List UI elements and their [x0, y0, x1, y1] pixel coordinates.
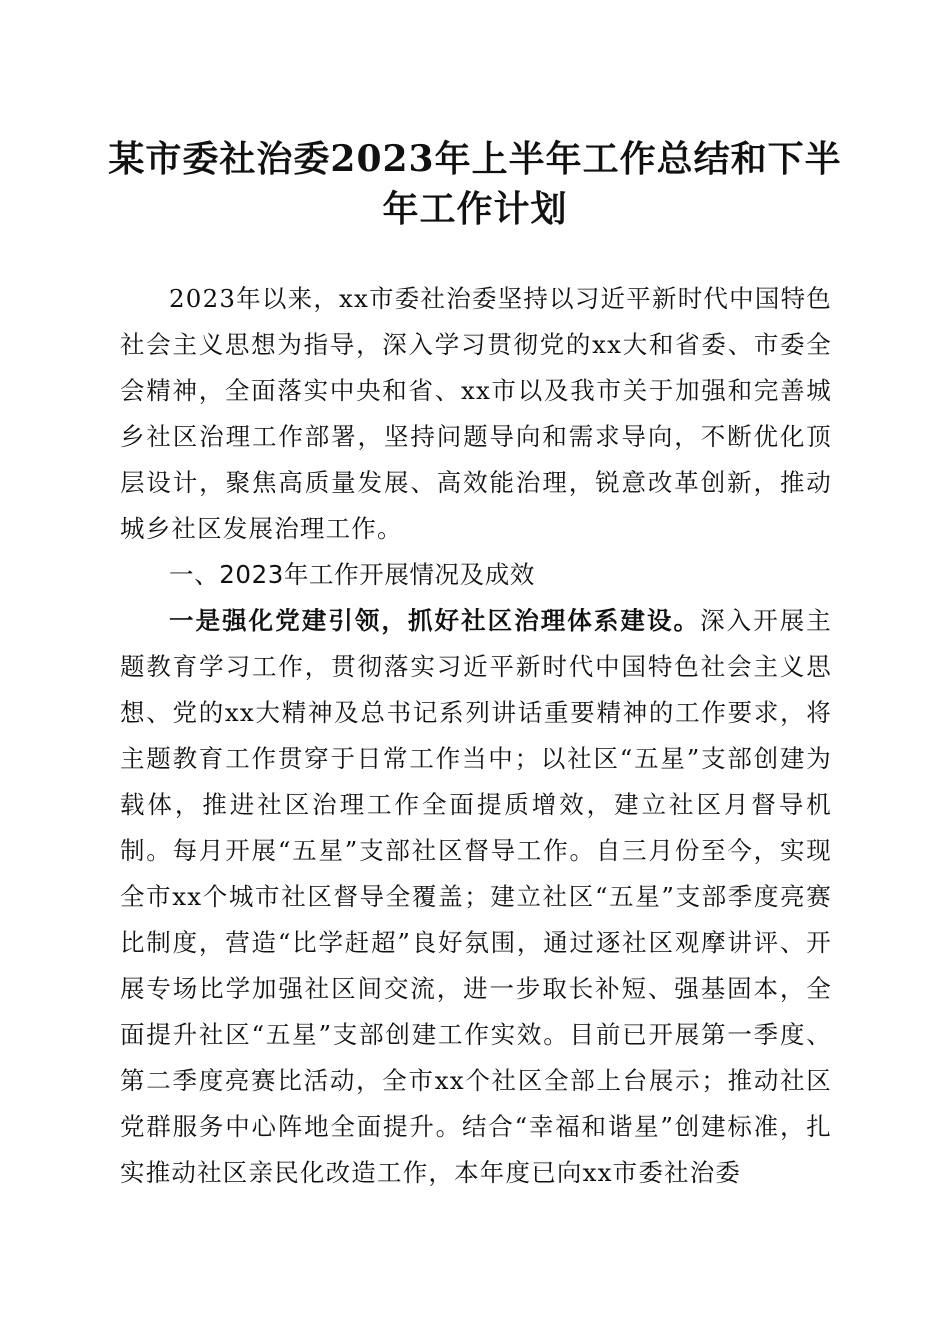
paragraph-1-body: 深入开展主题教育学习工作，贯彻落实习近平新时代中国特色社会主义思想、党的xx大精神及总书记系列讲话重要精神的工作要求，将主题教育工作贯穿于日常工作当中；以社区“五星”支部创建为载体，推进社区治理工作全面提质增效，建立社区月督导机制。每月开展“五星”支部社区督导工作。自三月份至今，实现全市xx个城市社区督导全覆盖；建立社区“五星”支部季度亮赛比制度，营造“比学赶超”良好氛围，通过逐社区观摩讲评、开展专场比学加强社区间交流，进一步取长补短、强基固本，全面提升社区“五星”支部创建工作实效。目前已开展第一季度、第二季度亮赛比活动，全市xx个社区全部上台展示；推动社区党群服务中心阵地全面提升。结合“幸福和谐星”创建标准，扎实推动社区亲民化改造工作，本年度已向xx市委社治委 — [120, 606, 833, 1187]
document-body — [120, 276, 832, 1196]
paragraph-1 — [120, 598, 832, 1196]
intro-paragraph: 2023年以来，xx市委社治委坚持以习近平新时代中国特色社会主义思想为指导，深入学习贯彻党的xx大和省委、市委全会精神，全面落实中央和省、xx市以及我市关于加强和完善城乡社区治理工作部署，坚持问题导向和需求导向，不断优化顶层设计，聚焦高质量发展、高效能治理，锐意改革创新，推动城乡社区发展治理工作。 — [120, 284, 832, 543]
section-heading-1: 一、2023年工作开展情况及成效 — [169, 560, 535, 589]
document-title: 某市委社治委2023年上半年工作总结和下半年工作计划 — [108, 138, 842, 230]
paragraph-1-lead: 一是强化党建引领，抓好社区治理体系建设。 — [169, 606, 701, 635]
